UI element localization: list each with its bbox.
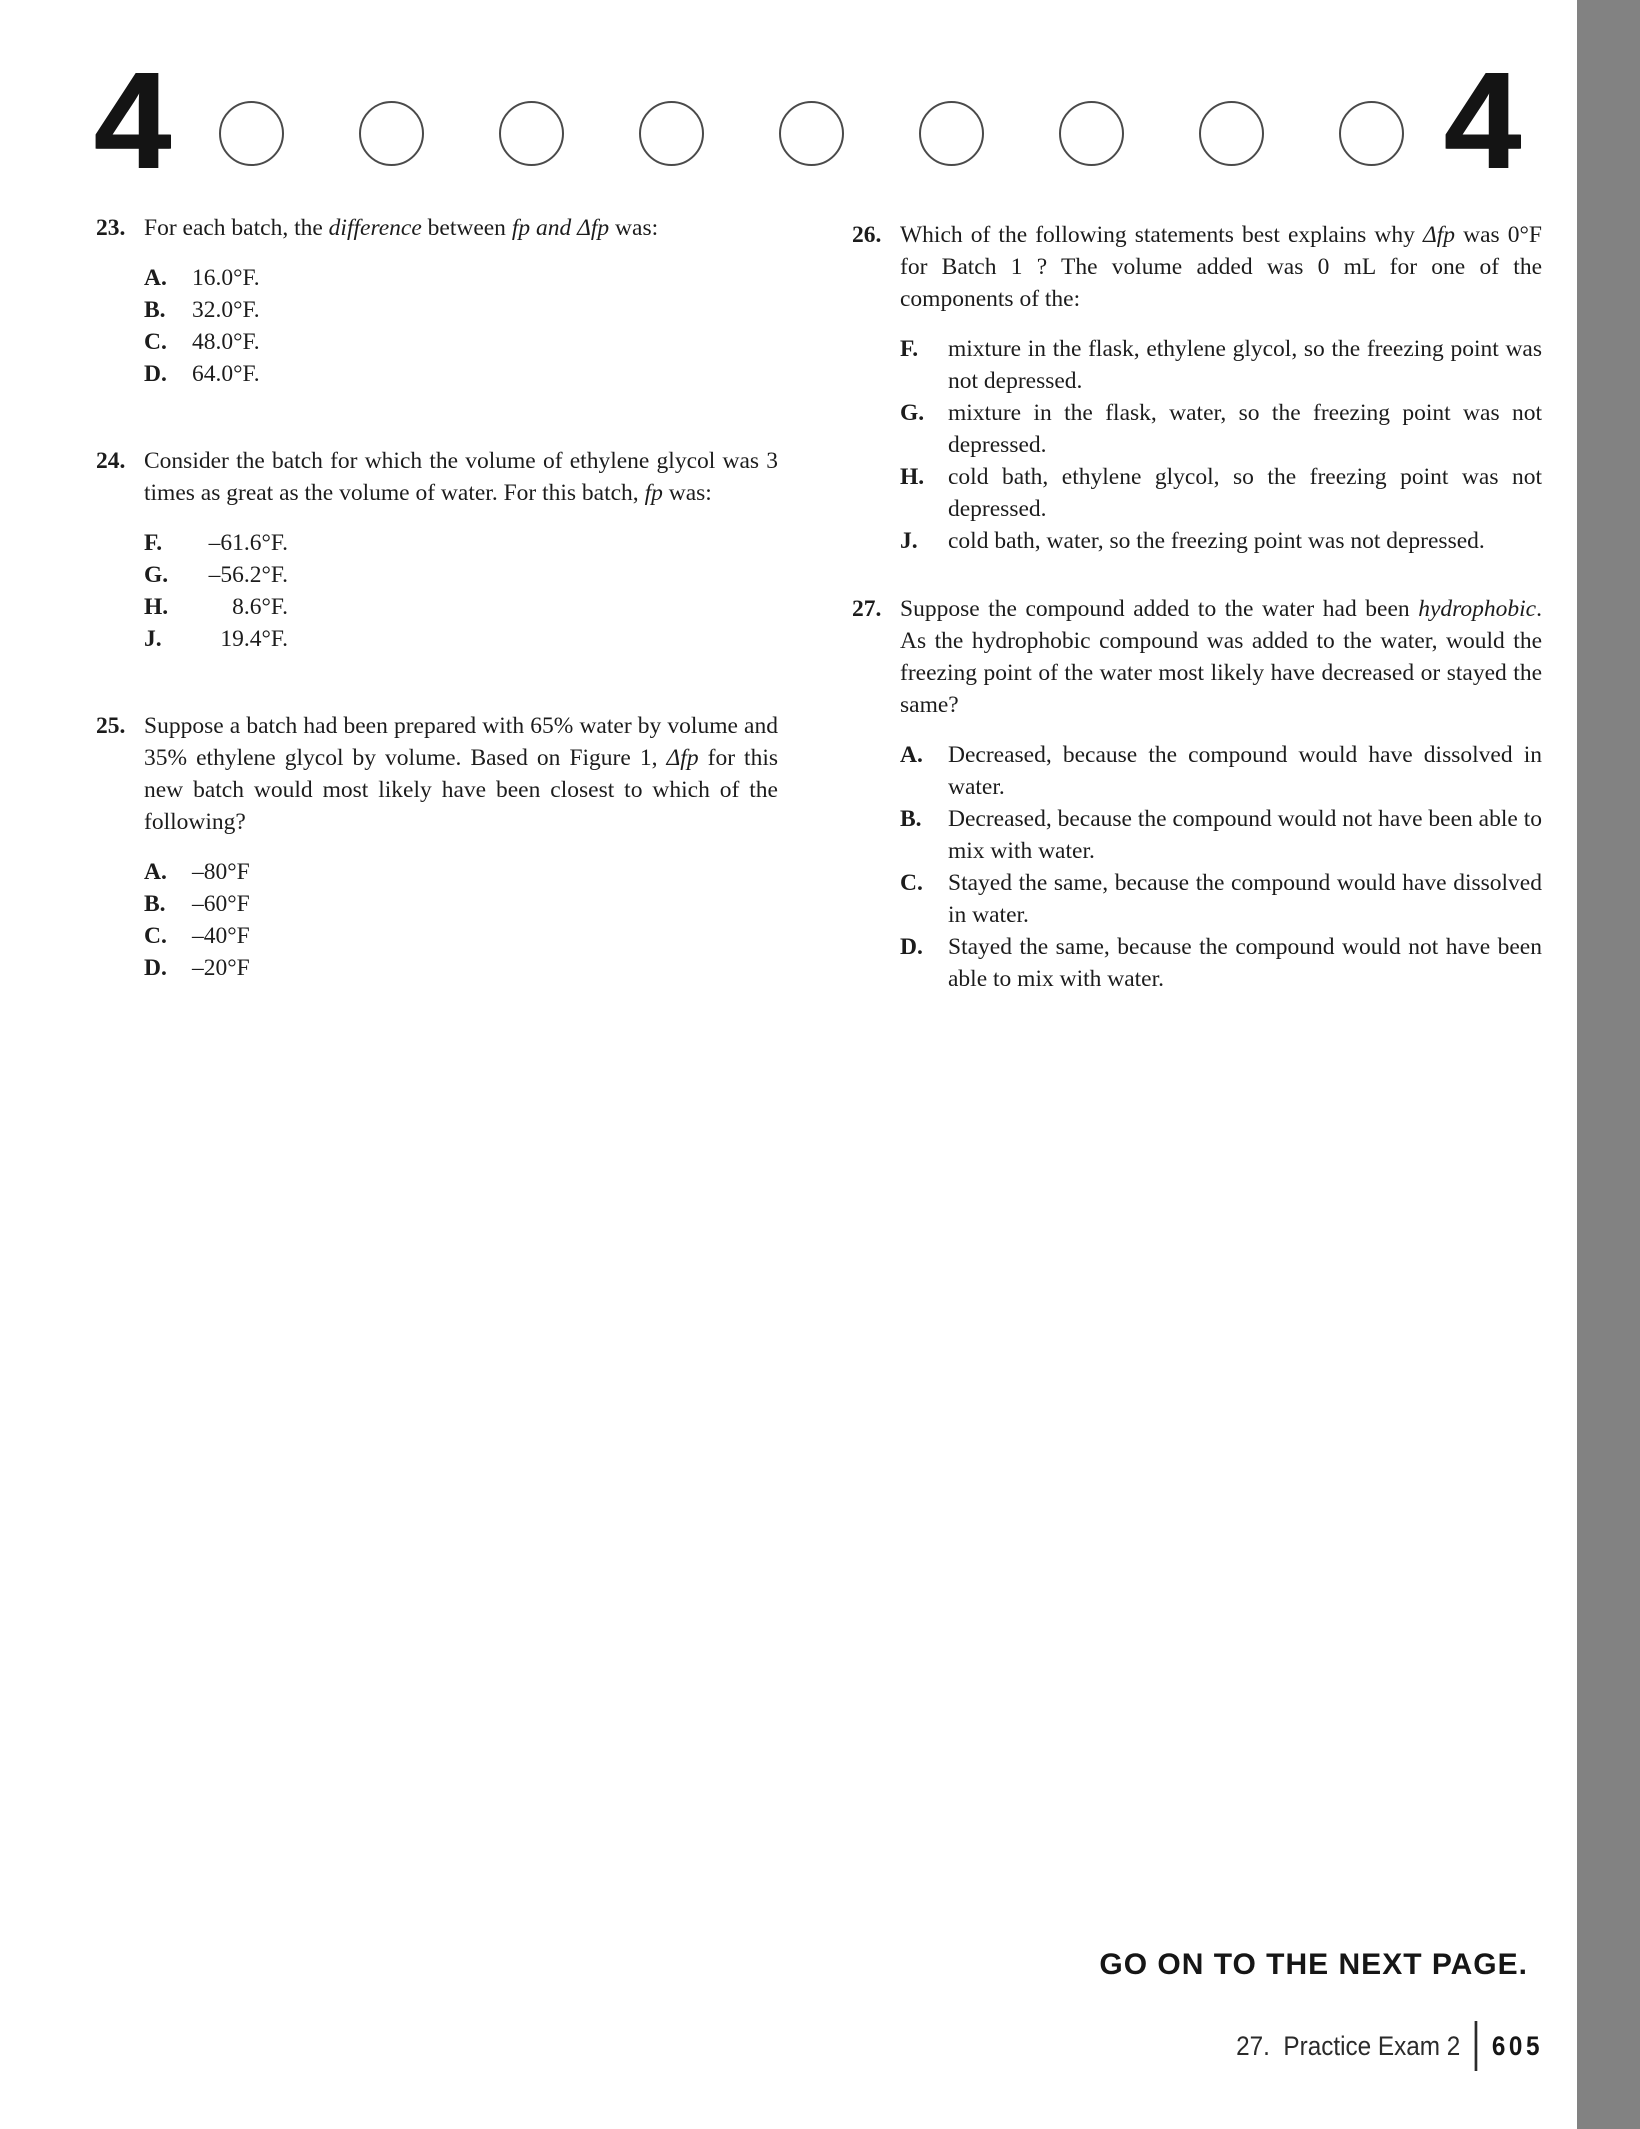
- option-letter: H.: [144, 594, 169, 620]
- option-text: mixture in the flask, water, so the freezing point was not depressed.: [948, 400, 1542, 458]
- footer-book-title: 27. Practice Exam 2: [1235, 2030, 1461, 2061]
- footer-page-number: 605: [1491, 2030, 1543, 2061]
- option-text: cold bath, water, so the freezing point was not depressed.: [948, 528, 1485, 554]
- option-row: [144, 527, 778, 559]
- question-number: 24.: [96, 448, 126, 474]
- header-bubble: [779, 101, 844, 166]
- question-stem: Which of the following statements best explains why Δfp was 0°F for Batch 1 ? The volume added was 0 mL for one of the components of the:: [900, 222, 1542, 312]
- page-footer: [1236, 2020, 1543, 2072]
- option-letter: B.: [900, 806, 922, 832]
- question-stem: Suppose the compound added to the water had been hydrophobic. As the hydrophobic compound was added to the water, would the freezing point of the water most likely have decreased or stayed the same?: [900, 596, 1542, 718]
- header-bubble: [499, 101, 564, 166]
- section-number-left: 4: [94, 44, 171, 198]
- option-text: –80°F: [192, 859, 250, 885]
- question-24: [96, 445, 778, 655]
- option-letter: B.: [144, 891, 166, 917]
- option-row: [900, 525, 1542, 557]
- option-row: [900, 803, 1542, 867]
- option-text: –60°F: [192, 891, 250, 917]
- option-letter: A.: [900, 742, 923, 768]
- option-letter: J.: [144, 626, 162, 652]
- option-letter: D.: [900, 934, 923, 960]
- question-stem: Consider the batch for which the volume of ethylene glycol was 3 times as great as the volume of water. For this batch, fp was:: [144, 448, 778, 506]
- option-row: [900, 739, 1542, 803]
- option-letter: D.: [144, 361, 167, 387]
- question-stem: Suppose a batch had been prepared with 65% water by volume and 35% ethylene glycol by volume. Based on Figure 1, Δfp for this new batch would most likely have been closest to which of the following?: [144, 713, 779, 835]
- option-text: mixture in the flask, ethylene glycol, so the freezing point was not depressed.: [948, 336, 1542, 394]
- question-number: 23.: [96, 215, 126, 241]
- question-27: [852, 593, 1542, 995]
- option-row: [900, 461, 1542, 525]
- option-row: [144, 591, 778, 623]
- option-text: –40°F: [192, 923, 250, 949]
- option-letter: C.: [144, 923, 167, 949]
- option-letter: G.: [900, 400, 925, 426]
- go-on-instruction: GO ON TO THE NEXT PAGE.: [1099, 1948, 1528, 1981]
- header-bubble: [1059, 101, 1124, 166]
- option-letter: D.: [144, 955, 167, 981]
- option-row: [144, 358, 778, 390]
- option-text: 8.6°F.: [232, 594, 288, 620]
- option-text: 32.0°F.: [192, 297, 260, 323]
- footer-divider: [1475, 2021, 1478, 2071]
- option-text: 16.0°F.: [192, 265, 260, 291]
- option-row: [900, 397, 1542, 461]
- option-text: –20°F: [192, 955, 250, 981]
- option-row: [144, 888, 778, 920]
- question-number: 26.: [852, 222, 882, 248]
- option-row: [900, 333, 1542, 397]
- option-text: Decreased, because the compound would not have been able to mix with water.: [948, 806, 1542, 864]
- question-26: [852, 219, 1542, 557]
- question-number: 27.: [852, 596, 882, 622]
- option-letter: B.: [144, 297, 166, 323]
- option-row: [144, 623, 778, 655]
- option-letter: J.: [900, 528, 918, 554]
- option-text: 64.0°F.: [192, 361, 260, 387]
- option-letter: G.: [144, 562, 169, 588]
- option-row: [144, 262, 778, 294]
- option-row: [144, 920, 778, 952]
- left-column: [96, 212, 778, 1039]
- option-text: Stayed the same, because the compound would have dissolved in water.: [948, 870, 1542, 928]
- header-bubble: [219, 101, 284, 166]
- option-text: –61.6°F.: [208, 530, 288, 556]
- option-text: Decreased, because the compound would have dissolved in water.: [948, 742, 1542, 800]
- option-letter: A.: [144, 265, 167, 291]
- option-text: 19.4°F.: [220, 626, 288, 652]
- option-row: [144, 952, 778, 984]
- option-row: [900, 867, 1542, 931]
- option-text: 48.0°F.: [192, 329, 260, 355]
- header-bubble: [1199, 101, 1264, 166]
- option-row: [144, 326, 778, 358]
- option-row: [900, 931, 1542, 995]
- option-letter: F.: [900, 336, 919, 362]
- header-bubble: [359, 101, 424, 166]
- section-number-right: 4: [1444, 44, 1521, 198]
- option-text: –56.2°F.: [208, 562, 288, 588]
- question-number: 25.: [96, 713, 126, 739]
- option-letter: C.: [900, 870, 923, 896]
- header-bubble: [639, 101, 704, 166]
- right-column: [852, 212, 1542, 1039]
- option-text: Stayed the same, because the compound would not have been able to mix with water.: [948, 934, 1542, 992]
- question-25: [96, 710, 778, 984]
- option-letter: C.: [144, 329, 167, 355]
- questions-area: [96, 212, 1542, 1039]
- option-row: [144, 559, 778, 591]
- page-edge-gray-bar: [1577, 0, 1640, 2129]
- option-letter: F.: [144, 530, 163, 556]
- option-row: [144, 856, 778, 888]
- question-23: [96, 212, 778, 390]
- header-bubble: [1339, 101, 1404, 166]
- option-letter: A.: [144, 859, 167, 885]
- header-bubble: [919, 101, 984, 166]
- option-row: [144, 294, 778, 326]
- option-letter: H.: [900, 464, 925, 490]
- question-stem: For each batch, the difference between fp and Δfp was:: [144, 215, 659, 241]
- option-text: cold bath, ethylene glycol, so the freezing point was not depressed.: [948, 464, 1542, 522]
